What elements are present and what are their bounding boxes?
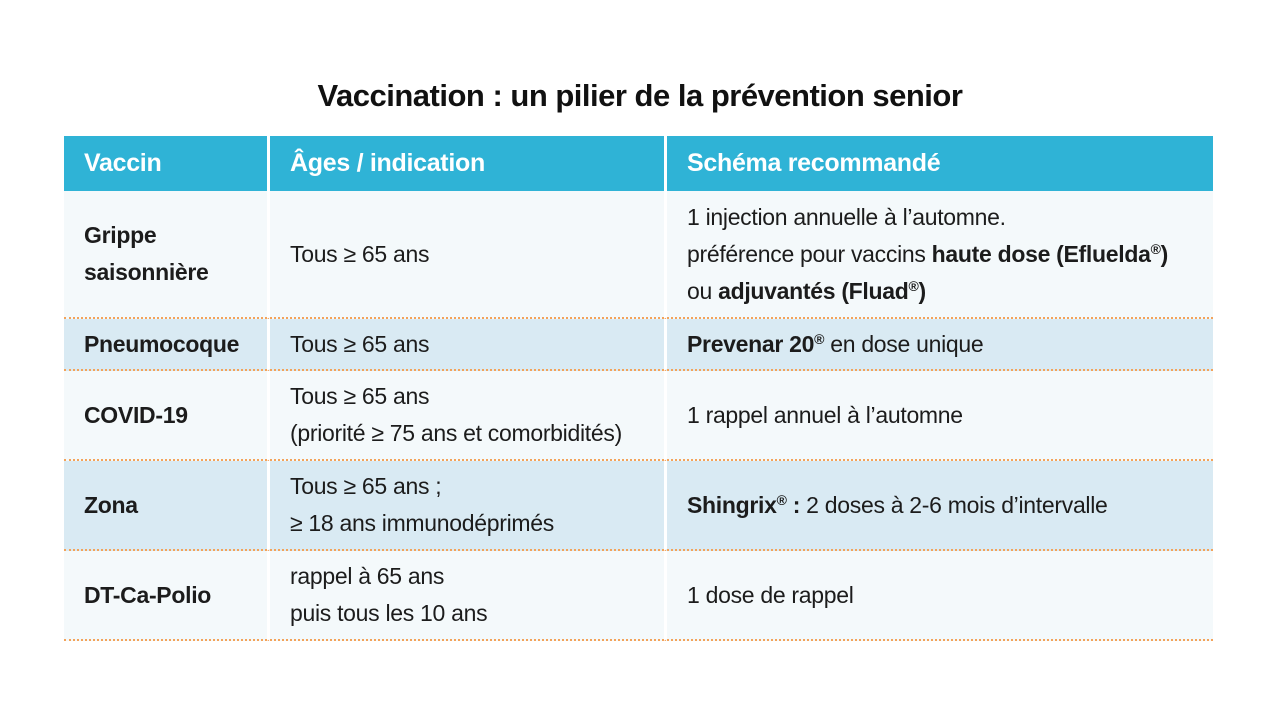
schema-cell <box>664 319 1213 371</box>
schema-text: 2 doses à 2-6 mois d’intervalle <box>800 491 1108 518</box>
schema-emphasis-close: ) <box>918 277 926 304</box>
schema-cell <box>664 551 1213 641</box>
vaccin-cell: Zona <box>64 461 267 551</box>
table-header-row <box>64 136 1213 191</box>
ages-cell <box>267 191 664 319</box>
schema-emphasis: adjuvantés (Fluad <box>718 277 909 304</box>
schema-line-2 <box>687 236 1205 273</box>
vaccin-name-line-1: Grippe <box>84 222 157 248</box>
table-row-covid <box>64 371 1213 461</box>
ages-cell <box>267 461 664 551</box>
ages-line-2: (priorité ≥ 75 ans et comorbidités) <box>290 420 622 446</box>
schema-line-1: 1 dose de rappel <box>687 581 854 608</box>
schema-emphasis: Shingrix <box>687 491 777 518</box>
vaccin-cell <box>64 191 267 319</box>
vaccin-name-line-2: saisonnière <box>84 259 209 285</box>
schema-emphasis: haute dose (Efluelda <box>931 240 1151 267</box>
column-header-vaccin: Vaccin <box>64 136 267 191</box>
schema-cell <box>664 461 1213 551</box>
ages-line-1: Tous ≥ 65 ans <box>290 330 430 357</box>
schema-text: en dose unique <box>824 330 984 357</box>
schema-emphasis-colon: : <box>786 491 801 518</box>
schema-cell <box>664 191 1213 319</box>
column-header-schema: Schéma recommandé <box>664 136 1213 191</box>
vaccin-cell: COVID-19 <box>64 371 267 461</box>
schema-line-1: 1 injection annuelle à l’automne. <box>687 203 1006 230</box>
schema-line-1 <box>687 326 1205 363</box>
table-row-dtcapolio <box>64 551 1213 641</box>
registered-mark: ® <box>814 330 825 347</box>
schema-line-1: 1 rappel annuel à l’automne <box>687 401 963 428</box>
registered-mark: ® <box>1150 240 1161 257</box>
page-title: Vaccination : un pilier de la prévention senior <box>317 78 963 113</box>
ages-line-1: rappel à 65 ans <box>290 563 445 589</box>
column-header-ages: Âges / indication <box>267 136 664 191</box>
ages-line-2: puis tous les 10 ans <box>290 600 488 626</box>
schema-emphasis: Prevenar 20 <box>687 330 815 357</box>
ages-line-1: Tous ≥ 65 ans <box>290 240 430 267</box>
table-row-pneumocoque <box>64 319 1213 371</box>
vaccin-cell: Pneumocoque <box>64 319 267 371</box>
vaccin-cell: DT-Ca-Polio <box>64 551 267 641</box>
schema-line-1 <box>687 487 1205 524</box>
ages-line-1: Tous ≥ 65 ans ; <box>290 473 442 499</box>
table-row-zona <box>64 461 1213 551</box>
schema-text: préférence pour vaccins <box>687 240 932 267</box>
schema-cell <box>664 371 1213 461</box>
schema-text: ou <box>687 277 719 304</box>
ages-cell <box>267 551 664 641</box>
ages-cell <box>267 371 664 461</box>
table-row-grippe <box>64 191 1213 319</box>
schema-line-3 <box>687 273 1205 310</box>
ages-line-2: ≥ 18 ans immunodéprimés <box>290 510 554 536</box>
schema-emphasis-close: ) <box>1160 240 1168 267</box>
ages-line-1: Tous ≥ 65 ans <box>290 383 430 409</box>
ages-cell <box>267 319 664 371</box>
registered-mark: ® <box>908 277 919 294</box>
vaccination-table <box>64 136 1213 641</box>
registered-mark: ® <box>776 491 787 508</box>
